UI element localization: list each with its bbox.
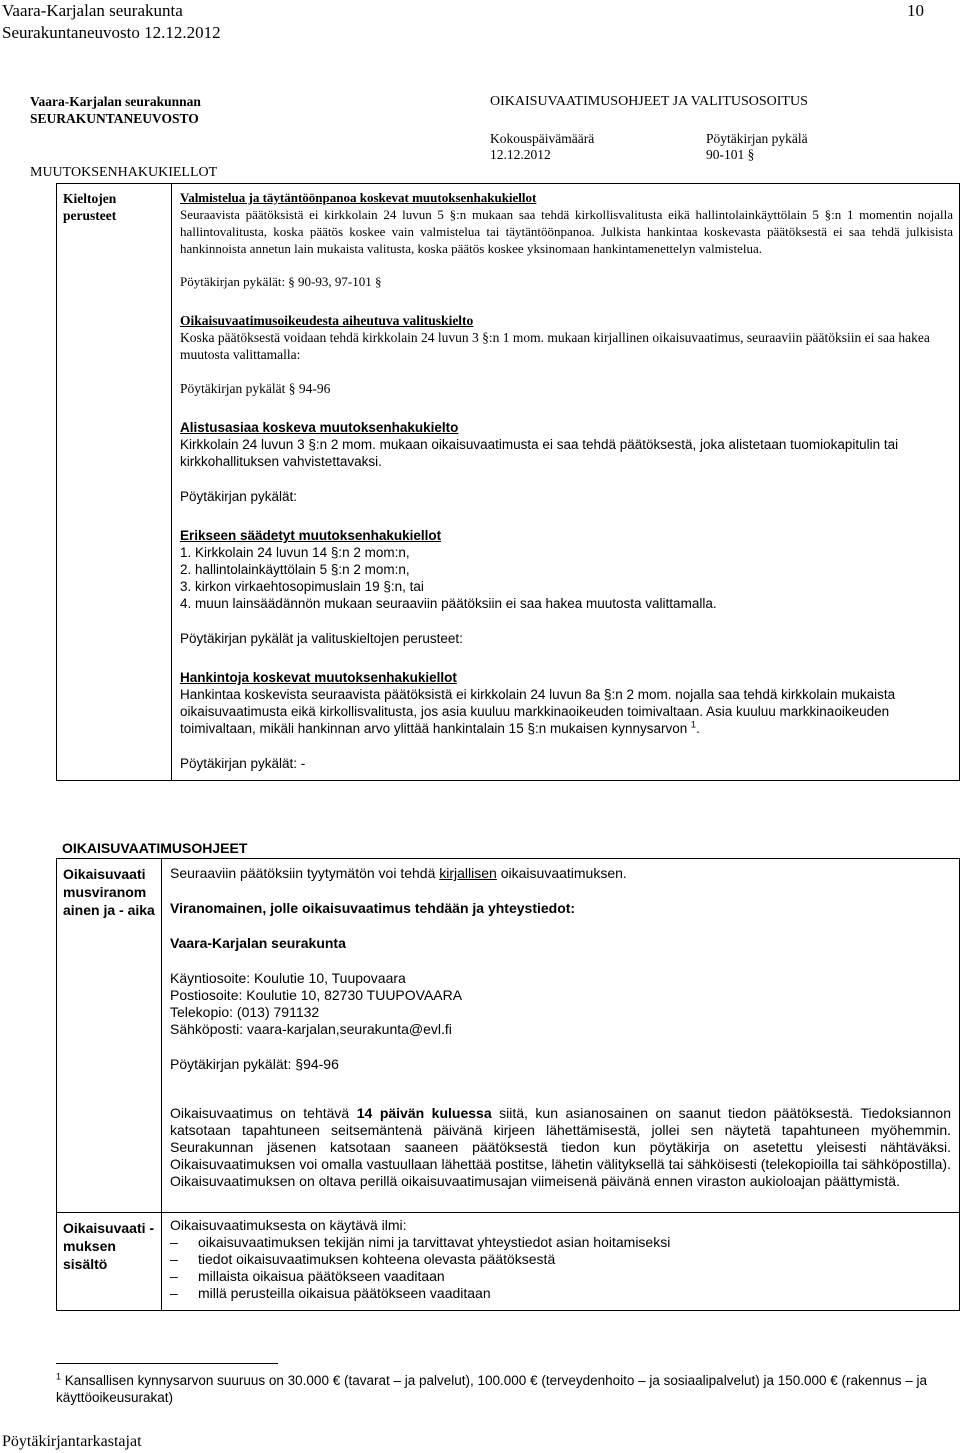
row-label: Oikaisuvaati - muksen sisältö	[63, 1220, 155, 1272]
block-heading: Hankintoja koskevat muutoksenhakukiellot	[180, 670, 457, 685]
block-sections: Pöytäkirjan pykälät: -	[180, 756, 306, 771]
content-intro: Oikaisuvaatimuksesta on käytävä ilmi:	[170, 1217, 407, 1233]
block-text: Kirkkolain 24 luvun 3 §:n 2 mom. mukaan oikaisuvaatimusta ei saa tehdä päätöksestä, joka alistetaan tuomiokapitulin tai kirkkohallituksen vahvistettavaksi.	[180, 437, 899, 469]
list-item-text: millä perusteilla oikaisua päätökseen vaaditaan	[198, 1285, 491, 1301]
list-item	[170, 1268, 951, 1285]
block-heading: Erikseen säädetyt muutoksenhakukiellot	[180, 528, 442, 543]
footnote-text: Kansallisen kynnysarvon suuruus on 30.000 € (tavarat – ja palvelut), 100.000 € (terveydenhoito – ja sosiaalipalvelut) ja 150.000 € (rakennus – ja käyttöoikeusurakat)	[56, 1373, 928, 1405]
deadline-text-part: siitä, kun asianosainen on saanut tiedon päätöksestä. Tiedoksiannon katsotaan tapahtuneen seitsemäntenä päivänä kirjeen lähettämisestä, jollei sen näytetä tapahtuneen myöhemmin. Seurakunnan jäsenen katsotaan saaneen päätöksestä tiedon kun pöytäkirja on asetettu yleisesti nähtäväksi. Oikaisuvaatimuksen voi omalla vastuullaan lähettää postitse, lähetin välityksellä tai sähköisesti (telekopioilla tai sähköpostilla). Oikaisuvaatimuksen on oltava perillä oikaisuvaatimusajan viimeisenä päivänä ennen viraston aukioloajan päättymistä.	[170, 1105, 951, 1189]
row-label: Oikaisuvaati musviranom ainen ja - aika	[63, 866, 155, 918]
list-item-text: tiedot oikaisuvaatimuksen kohteena olevasta päätöksestä	[198, 1251, 556, 1267]
section-value: 90-101 §	[706, 147, 755, 162]
block-oikaisuvaatimusoikeus	[180, 312, 953, 397]
contact-list	[170, 970, 951, 1038]
list-item: 1. Kirkkolain 24 luvun 14 §:n 2 mom:n,	[180, 545, 410, 560]
page-header	[2, 0, 221, 44]
org-block	[30, 93, 201, 127]
block-erikseen-saadetyt	[180, 527, 953, 647]
row-label-line-2: perusteet	[63, 208, 117, 223]
deadline-text-part: Oikaisuvaatimus on tehtävä	[170, 1105, 357, 1121]
section-title-muutoksenhakukiellot: MUUTOKSENHAKUKIELLOT	[30, 165, 218, 180]
meeting-date-label: Kokouspäivämäärä	[490, 131, 595, 146]
contact-line: Telekopio: (013) 791132	[170, 1004, 320, 1020]
header-meeting: Seurakuntaneuvosto 12.12.2012	[2, 23, 221, 42]
contact-line: Käyntiosoite: Koulutie 10, Tuupovaara	[170, 970, 406, 986]
document-title: OIKAISUVAATIMUSOHJEET JA VALITUSOSOITUS	[490, 94, 808, 109]
page-footer: Pöytäkirjantarkastajat	[2, 1433, 142, 1450]
block-heading: Oikaisuvaatimusoikeudesta aiheutuva valituskielto	[180, 313, 474, 328]
org-line-1: Vaara-Karjalan seurakunnan	[30, 94, 201, 109]
list-item-text: oikaisuvaatimuksen tekijän nimi ja tarvittavat yhteystiedot asian hoitamiseksi	[198, 1234, 671, 1250]
footnote-ref: 1	[691, 719, 697, 730]
deadline-text	[170, 1105, 951, 1190]
table-row	[57, 1213, 960, 1311]
contact-line: Postiosoite: Koulutie 10, 82730 TUUPOVAARA	[170, 987, 463, 1003]
list-item-text: millaista oikaisua päätökseen vaaditaan	[198, 1268, 445, 1284]
list-item	[170, 1251, 951, 1268]
table-row	[57, 859, 960, 1213]
dash-bullet: –	[170, 1285, 178, 1301]
authority-heading: Viranomainen, jolle oikaisuvaatimus tehdään ja yhteystiedot:	[170, 900, 576, 916]
block-valmistelu	[180, 189, 953, 290]
block-hankinnat	[180, 669, 953, 772]
dash-bullet: –	[170, 1268, 178, 1284]
table-row	[57, 184, 960, 781]
list-item: 4. muun lainsäädännön mukaan seuraaviin päätöksiin ei saa hakea muutosta valittamalla.	[180, 596, 717, 611]
dash-bullet: –	[170, 1251, 178, 1267]
authority-name: Vaara-Karjalan seurakunta	[170, 935, 346, 951]
block-sections: Pöytäkirjan pykälät § 94-96	[180, 381, 331, 396]
block-sections: Pöytäkirjan pykälät ja valituskieltojen perusteet:	[180, 631, 463, 646]
meeting-date-value: 12.12.2012	[490, 147, 551, 162]
block-sections: Pöytäkirjan pykälät: §94-96	[170, 1056, 339, 1072]
footnote-separator	[56, 1363, 278, 1364]
header-org-name: Vaara-Karjalan seurakunta	[2, 1, 183, 20]
row-content-cell	[172, 184, 960, 781]
block-text: Koska päätöksestä voidaan tehdä kirkkolain 24 luvun 3 §:n 1 mom. mukaan kirjallinen oikaisuvaatimus, seuraaviin päätöksiin ei saa hakea muutosta valittamalla:	[180, 330, 930, 362]
row-content-cell	[162, 1213, 960, 1311]
page-number: 10	[907, 1, 924, 20]
intro-text-part: Seuraaviin päätöksiin tyytymätön voi tehdä	[170, 865, 440, 881]
dash-bullet: –	[170, 1234, 178, 1250]
oikaisuvaatimusohjeet-table	[56, 858, 960, 1311]
org-line-2: SEURAKUNTANEUVOSTO	[30, 111, 199, 126]
block-alistusasia	[180, 419, 953, 505]
row-label-cell	[57, 1213, 162, 1311]
row-label-cell	[57, 859, 162, 1213]
list-item: 2. hallintolainkäyttölain 5 §:n 2 mom:n,	[180, 562, 410, 577]
muutoksenhakukiellot-table	[56, 183, 960, 781]
block-sections: Pöytäkirjan pykälät:	[180, 489, 298, 504]
intro-text	[170, 865, 951, 882]
contact-line: Sähköposti: vaara-karjalan,seurakunta@evl.fi	[170, 1021, 452, 1037]
list-item: 3. kirkon virkaehtosopimuslain 19 §:n, tai	[180, 579, 424, 594]
content-requirements-list	[170, 1234, 951, 1302]
row-label-cell	[57, 184, 172, 781]
block-text-body: Hankintaa koskevista seuraavista päätöksistä ei kirkkolain 24 luvun 8a §:n 2 mom. nojalla saa tehdä kirkkolain mukaista oikaisuvaatimusta eikä kirkollisvalitusta, jos asia kuuluu markkinaoikeuden toimivaltaan. Asia kuuluu markkinaoikeuden toimivaltaan, mikäli hankinnan arvo ylittää hankintalain 15 §:n mukaisen kynnysarvon	[180, 687, 896, 736]
block-heading: Valmistelua ja täytäntöönpanoa koskevat muutoksenhakukiellot	[180, 190, 537, 205]
list-item	[170, 1234, 951, 1251]
intro-text-part: oikaisuvaatimuksen.	[496, 865, 627, 881]
section-title-oikaisuvaatimusohjeet: OIKAISUVAATIMUSOHJEET	[62, 840, 248, 856]
block-text: Seuraavista päätöksistä ei kirkkolain 24 luvun 5 §:n mukaan saa tehdä kirkollisvalitusta eikä hallintolainkäyttölain 5 §:n 1 momentin nojalla hallintovalitusta, koska päätös koskee vain valmistelua tai täytäntöönpanoa. Julkista hankintaa koskevasta päätöksestä ei saa tehdä julkisista hankinnoista annetun lain mukaista valitusta, koska päätös koskee yksinomaan hankintamenettelyn valmistelua.	[180, 207, 953, 256]
block-text: Hankintaa koskevista seuraavista päätöksistä ei kirkkolain 24 luvun 8a §:n 2 mom. nojalla saa tehdä kirkkolain mukaista oikaisuvaatimusta eikä kirkollisvalitusta, jos asia kuuluu markkinaoikeuden toimivaltaan. Asia kuuluu markkinaoikeuden toimivaltaan, mikäli hankinnan arvo ylittää hankintalain 15 §:n mukaisen kynnysarvon $^1$.	[180, 687, 896, 736]
block-sections: Pöytäkirjan pykälät: § 90-93, 97-101 §	[180, 274, 382, 289]
footnote	[56, 1372, 946, 1406]
footnote-number: 1	[56, 1371, 62, 1382]
intro-text-underlined: kirjallisen	[439, 865, 497, 881]
section-label: Pöytäkirjan pykälä	[706, 131, 808, 146]
row-content-cell	[162, 859, 960, 1213]
block-heading: Alistusasiaa koskeva muutoksenhakukielto	[180, 420, 459, 435]
row-label-line-1: Kieltojen	[63, 191, 117, 206]
list-item	[170, 1285, 951, 1302]
deadline-bold: 14 päivän kuluessa	[356, 1105, 492, 1121]
